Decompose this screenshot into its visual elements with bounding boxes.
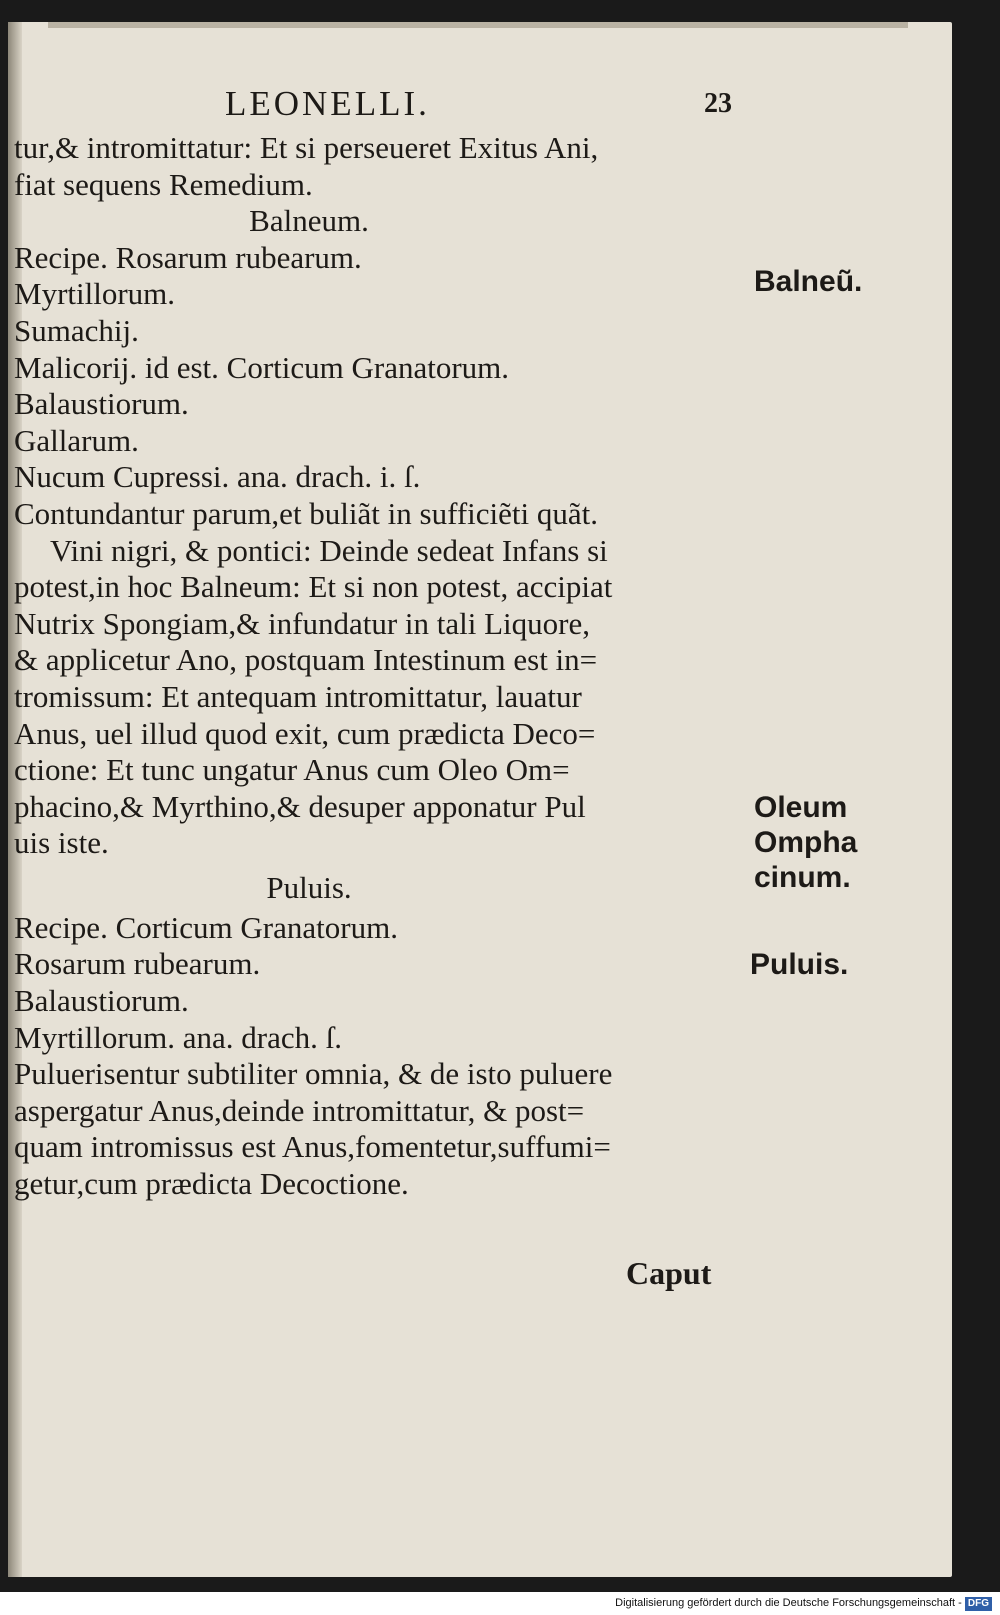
text-line: Recipe. Rosarum rubearum. xyxy=(14,239,362,275)
text-line: potest,in hoc Balneum: Et si non potest, accipiat xyxy=(14,569,613,605)
marginal-line: Ompha xyxy=(754,826,858,859)
section-heading-balneum: Balneum. xyxy=(249,203,369,239)
section-heading-puluis: Puluis. xyxy=(266,869,352,905)
text-line: Nutrix Spongiam,& infundatur in tali Liquore, xyxy=(14,605,590,641)
text-line: Contundantur parum,et buliãt in sufficiẽti quãt. xyxy=(14,495,599,531)
dfg-logo-icon: DFG xyxy=(965,1597,992,1611)
marginal-line: Oleum xyxy=(754,791,848,824)
text-line: Anus, uel illud quod exit, cum prædicta Deco= xyxy=(14,715,596,751)
text-line: phacino,& Myrthino,& desuper apponatur Pul xyxy=(14,788,586,824)
text-line: & applicetur Ano, postquam Intestinum est in= xyxy=(14,642,598,678)
text-line: quam intromissus est Anus,fomentetur,suffumi= xyxy=(14,1129,611,1165)
catchword: Caput xyxy=(626,1255,712,1291)
text-line: Recipe. Corticum Granatorum. xyxy=(14,909,398,945)
text-line: Malicorij. id est. Corticum Granatorum. xyxy=(14,349,510,385)
text-line: ctione: Et tunc ungatur Anus cum Oleo Om= xyxy=(14,752,570,788)
text-line: aspergatur Anus,deinde intromittatur, & post= xyxy=(14,1092,585,1128)
text-line: Vini nigri, & pontici: Deinde sedeat Infans si xyxy=(50,532,608,568)
marginal-note-balneum: Balneũ. xyxy=(754,265,863,298)
page-top-edge xyxy=(48,22,908,28)
text-line: Myrtillorum. ana. drach. ſ. xyxy=(14,1019,342,1055)
text-line: Nucum Cupressi. ana. drach. i. ſ. xyxy=(14,459,421,495)
text-line: fiat sequens Remedium. xyxy=(14,166,313,202)
text-line: uis iste. xyxy=(14,825,109,861)
marginal-line: cinum. xyxy=(754,861,851,894)
digitization-footer xyxy=(0,1592,1000,1615)
marginal-note-puluis: Puluis. xyxy=(750,948,849,981)
footer-credit: Digitalisierung gefördert durch die Deutsche Forschungsgemeinschaft - xyxy=(615,1597,962,1609)
page-number: 23 xyxy=(704,88,732,119)
text-line: Myrtillorum. xyxy=(14,276,176,312)
body-text xyxy=(14,130,612,1203)
text-line: Sumachij. xyxy=(14,312,139,348)
text-line: tur,& intromittatur: Et si perseueret Exitus Ani, xyxy=(14,130,599,165)
text-line: tromissum: Et antequam intromittatur, lauatur xyxy=(14,678,582,714)
text-line: Gallarum. xyxy=(14,422,139,458)
marginal-note-oleum xyxy=(754,790,857,895)
text-line: getur,cum prædicta Decoctione. xyxy=(14,1166,409,1202)
text-line: Puluerisentur subtiliter omnia, & de isto puluere xyxy=(14,1056,613,1092)
text-line: Balaustiorum. xyxy=(14,386,189,422)
text-line: Balaustiorum. xyxy=(14,983,189,1019)
running-title: LEONELLI. xyxy=(225,84,430,123)
text-line: Rosarum rubearum. xyxy=(14,946,261,982)
